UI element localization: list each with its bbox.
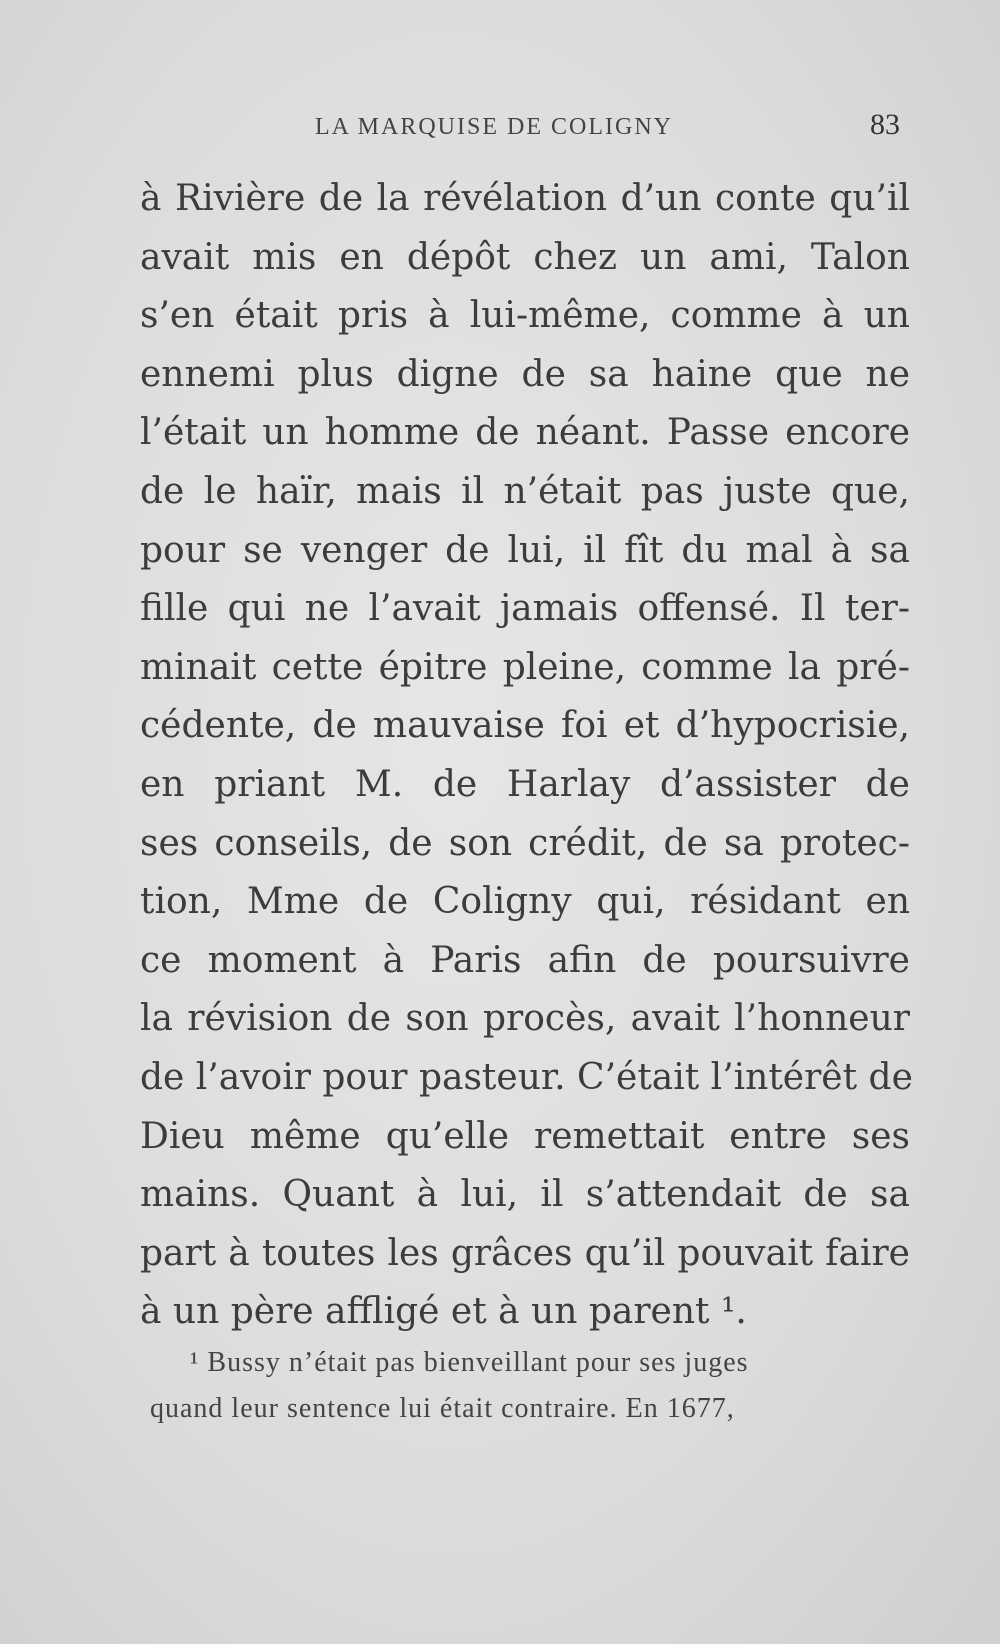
footnote-line: quand leur sentence lui était contraire. En 1677, <box>150 1393 735 1424</box>
running-title: LA MARQUISE DE COLIGNY <box>315 114 673 140</box>
text-line: avait mis en dépôt chez un ami, Talon <box>140 236 910 278</box>
text-line: la révision de son procès, avait l’honneur <box>140 998 910 1040</box>
text-line: ennemi plus digne de sa haine que ne <box>140 353 910 395</box>
text-line: ce moment à Paris afin de poursuivre <box>140 939 910 981</box>
text-line: part à toutes les grâces qu’il pouvait faire <box>140 1232 910 1274</box>
text-line: l’était un homme de néant. Passe encore <box>140 412 910 454</box>
text-line: mains. Quant à lui, il s’attendait de sa <box>140 1174 910 1216</box>
text-line: à un père affligé et à un parent ¹. <box>140 1291 747 1333</box>
page-number: 83 <box>870 108 900 141</box>
text-line: en priant M. de Harlay d’assister de <box>140 763 910 805</box>
text-line: s’en était pris à lui-même, comme à un <box>140 295 910 337</box>
text-line: cédente, de mauvaise foi et d’hypocrisie, <box>140 705 910 747</box>
text-line: fille qui ne l’avait jamais offensé. Il ter- <box>140 588 910 630</box>
text-line: minait cette épitre pleine, comme la pré- <box>140 646 910 688</box>
footnote <box>150 1340 920 1432</box>
text-line: de le haïr, mais il n’était pas juste que, <box>140 470 910 512</box>
text-line: Dieu même qu’elle remettait entre ses <box>140 1115 910 1157</box>
text-line: tion, Mme de Coligny qui, résidant en <box>140 881 910 923</box>
footnote-line: ¹ Bussy n’était pas bienveillant pour ses juges <box>190 1347 749 1378</box>
running-head <box>140 108 900 148</box>
text-line: ses conseils, de son crédit, de sa protec- <box>140 822 910 864</box>
text-line: pour se venger de lui, il fît du mal à sa <box>140 529 910 571</box>
body-text <box>140 170 913 1342</box>
text-line: de l’avoir pour pasteur. C’était l’intérêt de <box>140 1056 913 1098</box>
text-line: à Rivière de la révélation d’un conte qu’il <box>140 178 910 219</box>
